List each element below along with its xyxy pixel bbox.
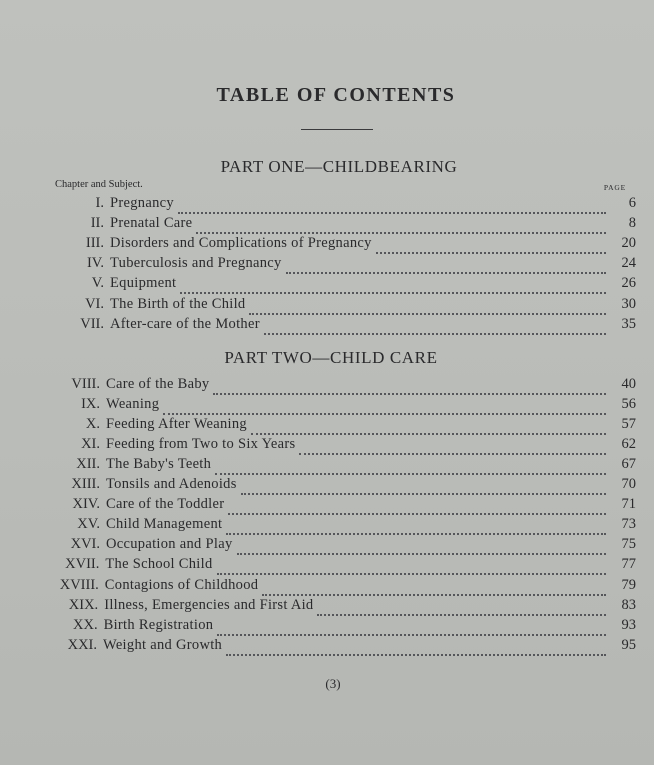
chapter-subject: Care of the Baby xyxy=(106,376,210,392)
part-one-heading: PART ONE—CHILDBEARING xyxy=(220,157,458,176)
chapter-page-number: 24 xyxy=(621,255,636,272)
toc-entry xyxy=(45,577,636,597)
dot-leader xyxy=(251,423,606,435)
toc-entry xyxy=(46,476,636,496)
page-column-header: PAGE xyxy=(603,183,626,192)
chapter-page-number: 62 xyxy=(621,436,636,453)
dot-leader xyxy=(217,624,606,636)
part-two-heading: PART TWO—CHILD CARE xyxy=(224,348,438,367)
chapter-subject: Equipment xyxy=(110,275,177,292)
chapter-number: XVI. xyxy=(70,536,100,553)
chapter-subject: Contagions of Childhood xyxy=(104,576,259,593)
chapter-subject: After-care of the Mother xyxy=(110,315,260,332)
chapter-number: II. xyxy=(90,215,104,232)
toc-entry xyxy=(44,617,636,637)
toc-entry xyxy=(46,416,636,436)
chapter-subject: Tuberculosis and Pregnancy xyxy=(110,255,282,272)
toc-entry xyxy=(46,396,636,416)
chapter-page-number: 73 xyxy=(621,516,636,533)
dot-leader xyxy=(237,543,606,555)
chapter-number: I. xyxy=(95,195,104,211)
chapter-page-number: 93 xyxy=(621,616,636,633)
chapter-number: XIII. xyxy=(71,476,100,493)
chapter-page-number: 30 xyxy=(621,295,636,312)
chapter-number: XVII. xyxy=(65,556,100,573)
dot-leader xyxy=(299,443,606,455)
chapter-subject: The Baby's Teeth xyxy=(106,456,212,473)
dot-leader xyxy=(196,222,606,234)
chapter-number: XV. xyxy=(77,516,100,533)
toc-entry xyxy=(46,516,636,536)
chapter-page-number: 67 xyxy=(621,456,636,473)
chapter-page-number: 8 xyxy=(628,215,636,232)
chapter-number: XI. xyxy=(81,436,100,453)
toc-entry xyxy=(50,255,636,275)
chapter-number: XXI. xyxy=(67,636,97,653)
chapter-page-number: 75 xyxy=(621,536,636,553)
chapter-subject: Birth Registration xyxy=(103,616,214,633)
chapter-page-number: 20 xyxy=(621,235,636,252)
dot-leader xyxy=(226,523,606,535)
toc-entry xyxy=(50,316,636,336)
chapter-subject: Prenatal Care xyxy=(110,215,193,232)
chapter-number: XVIII. xyxy=(59,576,99,593)
dot-leader xyxy=(249,303,606,315)
toc-entry xyxy=(45,556,636,576)
toc-entry xyxy=(50,296,636,316)
toc-entry xyxy=(50,235,636,255)
chapter-number: IX. xyxy=(81,396,100,413)
toc-entry xyxy=(46,376,636,396)
chapter-subject: Disorders and Complications of Pregnancy xyxy=(110,235,372,252)
toc-entry xyxy=(46,436,636,456)
dot-leader xyxy=(286,262,606,274)
chapter-subject: Weight and Growth xyxy=(103,636,223,653)
chapter-subject: Feeding After Weaning xyxy=(106,416,247,433)
chapter-number: X. xyxy=(85,416,100,433)
chapter-page-number: 71 xyxy=(621,496,636,513)
dot-leader xyxy=(317,604,606,616)
chapter-subject: Illness, Emergencies and First Aid xyxy=(104,596,314,613)
page-number-footer: (3) xyxy=(325,676,341,691)
chapter-subject: Weaning xyxy=(106,396,160,413)
toc-entry xyxy=(46,536,636,556)
chapter-page-number: 70 xyxy=(621,476,636,493)
dot-leader xyxy=(376,242,606,254)
dot-leader xyxy=(178,202,606,214)
chapter-page-number: 79 xyxy=(621,576,636,593)
dot-leader xyxy=(264,323,606,335)
chapter-page-number: 77 xyxy=(621,556,636,573)
chapter-number: XIX. xyxy=(68,596,99,613)
chapter-number: XX. xyxy=(73,616,98,633)
chapter-subject: Pregnancy xyxy=(110,195,174,211)
chapter-page-number: 95 xyxy=(621,636,636,653)
dot-leader xyxy=(228,503,606,515)
chapter-number: XII. xyxy=(76,456,100,473)
chapter-subject: Feeding from Two to Six Years xyxy=(106,436,296,453)
chapter-number: VIII. xyxy=(71,376,100,392)
toc-entry xyxy=(46,456,636,476)
chapter-number: XIV. xyxy=(72,496,100,513)
chapter-number: V. xyxy=(91,275,104,292)
toc-entry xyxy=(50,275,636,295)
chapter-number: VI. xyxy=(85,295,104,312)
chapter-number: IV. xyxy=(86,255,104,272)
chapter-subject: Care of the Toddler xyxy=(106,496,225,513)
page-title: TABLE OF CONTENTS xyxy=(216,84,456,106)
chapter-page-number: 6 xyxy=(628,195,636,211)
chapter-subject: Child Management xyxy=(106,516,223,533)
toc-entry xyxy=(50,195,636,215)
toc-entry xyxy=(46,496,636,516)
dot-leader xyxy=(163,403,606,415)
chapter-number: VII. xyxy=(80,315,104,332)
dot-leader xyxy=(262,584,606,596)
chapter-page-number: 26 xyxy=(621,275,636,292)
dot-leader xyxy=(217,563,606,575)
dot-leader xyxy=(180,282,606,294)
dot-leader xyxy=(213,383,606,395)
chapter-subject: Tonsils and Adenoids xyxy=(106,476,237,493)
dot-leader xyxy=(241,483,606,495)
title-divider xyxy=(301,129,373,130)
chapter-page-number: 57 xyxy=(621,416,636,433)
toc-entry xyxy=(44,597,636,617)
chapter-page-number: 56 xyxy=(621,396,636,413)
chapter-subject: The School Child xyxy=(105,556,213,573)
dot-leader xyxy=(215,463,606,475)
toc-entry xyxy=(50,215,636,235)
chapter-subject: Occupation and Play xyxy=(106,536,233,553)
chapter-column-header: Chapter and Subject. xyxy=(55,179,143,190)
chapter-number: III. xyxy=(85,235,104,252)
chapter-page-number: 35 xyxy=(621,315,636,332)
toc-entry xyxy=(43,637,636,657)
dot-leader xyxy=(226,644,606,656)
chapter-page-number: 83 xyxy=(621,596,636,613)
chapter-subject: The Birth of the Child xyxy=(110,295,246,312)
chapter-page-number: 40 xyxy=(621,376,636,392)
